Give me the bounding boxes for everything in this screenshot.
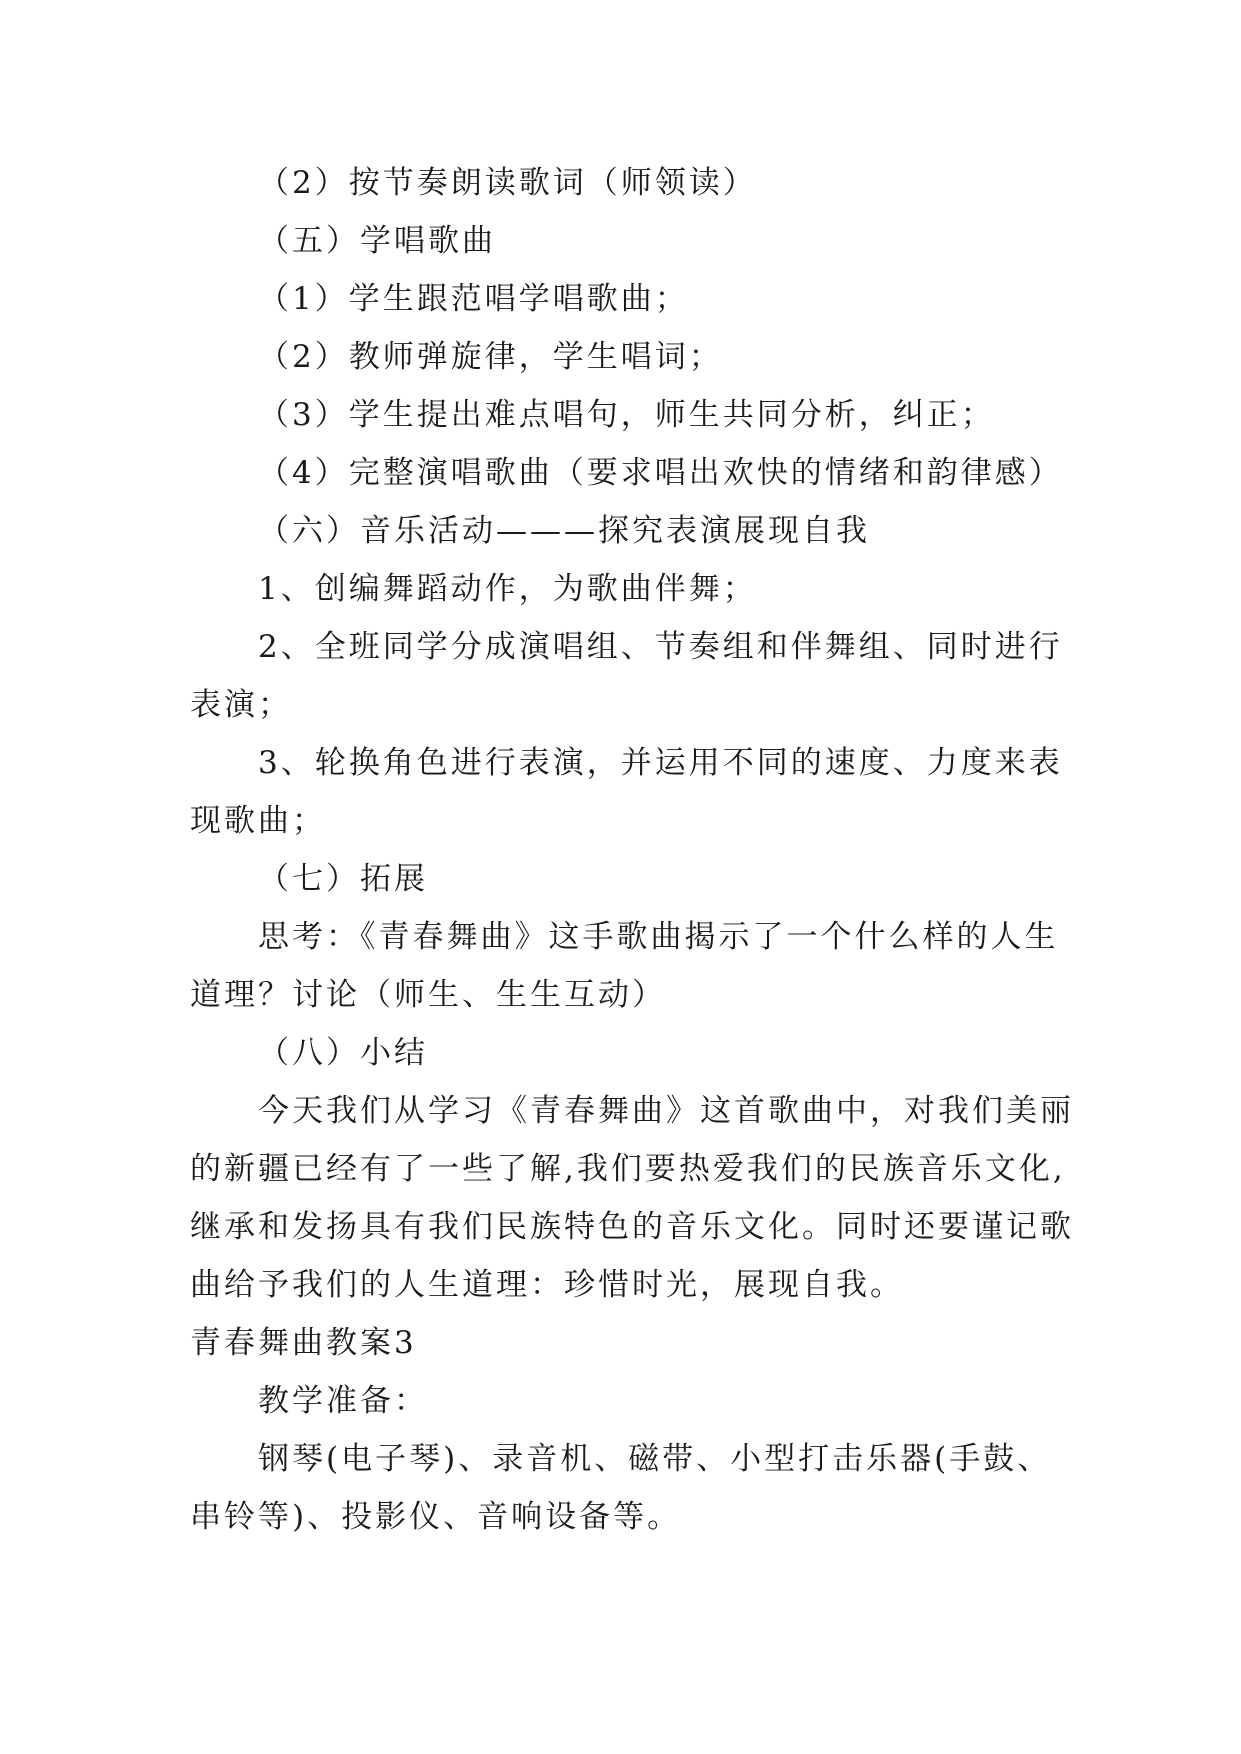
- lesson-plan-title: 青春舞曲教案3: [190, 1325, 417, 1361]
- text-line-activity-3-cont: 现歌曲；: [190, 803, 326, 839]
- text-line-reading-lyrics: （2）按节奏朗读歌词（师领读）: [258, 165, 757, 201]
- text-line-step-1: （1）学生跟范唱学唱歌曲；: [258, 281, 689, 317]
- text-line-thinking: 思考：《青春舞曲》这手歌曲揭示了一个什么样的人生: [258, 919, 1059, 955]
- text-line-activity-3: 3、轮换角色进行表演，并运用不同的速度、力度来表: [258, 745, 1063, 781]
- section-heading-extension: （七）拓展: [258, 861, 428, 897]
- section-heading-preparation: 教学准备：: [258, 1383, 428, 1419]
- text-line-activity-2-cont: 表演；: [190, 687, 292, 723]
- text-line-summary-2: 的新疆已经有了一些了解,我们要热爱我们的民族音乐文化,: [190, 1151, 1066, 1187]
- section-heading-music-activity: （六）音乐活动———探究表演展现自我: [258, 513, 870, 549]
- text-line-step-4: （4）完整演唱歌曲（要求唱出欢快的情绪和韵律感）: [258, 455, 1063, 491]
- text-line-thinking-cont: 道理？讨论（师生、生生互动）: [190, 977, 666, 1013]
- section-heading-learn-song: （五）学唱歌曲: [258, 223, 496, 259]
- text-line-summary-3: 继承和发扬具有我们民族特色的音乐文化。同时还要谨记歌: [190, 1209, 1074, 1245]
- text-line-activity-1: 1、创编舞蹈动作，为歌曲伴舞；: [258, 571, 757, 607]
- text-line-activity-2: 2、全班同学分成演唱组、节奏组和伴舞组、同时进行: [258, 629, 1063, 665]
- text-line-preparation-1: 钢琴(电子琴)、录音机、磁带、小型打击乐器(手鼓、: [258, 1441, 1052, 1477]
- text-line-summary-4: 曲给予我们的人生道理：珍惜时光，展现自我。: [190, 1267, 904, 1303]
- text-line-summary-1: 今天我们从学习《青春舞曲》这首歌曲中，对我们美丽: [258, 1093, 1074, 1129]
- text-line-preparation-2: 串铃等)、投影仪、音响设备等。: [190, 1499, 682, 1535]
- text-line-step-2: （2）教师弹旋律，学生唱词；: [258, 339, 723, 375]
- text-line-step-3: （3）学生提出难点唱句，师生共同分析，纠正；: [258, 397, 995, 433]
- section-heading-summary: （八）小结: [258, 1035, 428, 1071]
